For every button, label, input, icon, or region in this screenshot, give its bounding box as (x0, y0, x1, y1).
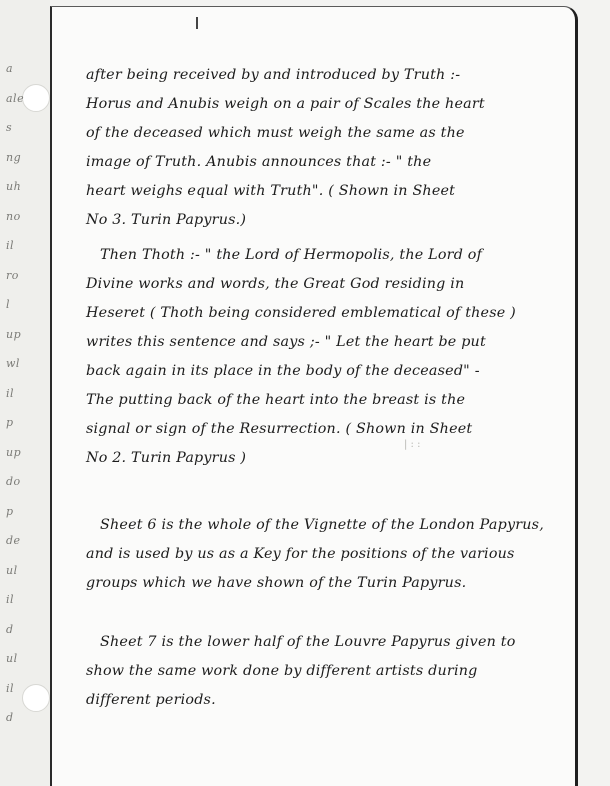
top-tick-mark (196, 17, 198, 29)
margin-mark: l (6, 298, 11, 311)
paragraph-3 (86, 511, 566, 598)
margin-mark: il (6, 681, 15, 695)
text-line: groups which we have shown of the Turin Papyrus. (86, 575, 467, 591)
margin-mark: a (6, 62, 14, 75)
text-line: Sheet 6 is the whole of the Vignette of the London Papyrus, (100, 517, 544, 533)
margin-mark: p (6, 416, 14, 429)
paragraph-1 (86, 61, 566, 235)
margin-mark: il (6, 593, 15, 606)
text-line: writes this sentence and says ;- " Let the heart be put (86, 334, 486, 350)
margin-mark: il (6, 386, 15, 400)
text-line: show the same work done by different artists during (86, 663, 478, 679)
text-line: Heseret ( Thoth being considered emblematical of these ) (86, 305, 516, 321)
text-line: signal or sign of the Resurrection. ( Shown in Sheet (86, 421, 473, 437)
margin-mark: wl (6, 357, 20, 370)
text-line: Sheet 7 is the lower half of the Louvre Papyrus given to (100, 634, 516, 650)
text-line: The putting back of the heart into the breast is the (86, 392, 466, 408)
paragraph-2 (86, 241, 566, 473)
text-line: Then Thoth :- " the Lord of Hermopolis, the Lord of (100, 247, 483, 263)
manuscript-sheet (50, 6, 578, 786)
text-line: and is used by us as a Key for the positions of the various (86, 546, 515, 562)
text-line: heart weighs equal with Truth". ( Shown in Sheet (86, 183, 456, 199)
margin-mark: up (6, 327, 22, 341)
margin-mark: d (6, 622, 14, 636)
margin-mark: ale (6, 91, 25, 105)
left-margin-strip (0, 0, 50, 786)
text-line: of the deceased which must weigh the same as the (86, 125, 465, 141)
punch-hole-bottom (22, 684, 50, 712)
margin-mark: do (6, 475, 21, 488)
margin-mark: ul (6, 563, 18, 577)
margin-mark: s (6, 121, 13, 134)
margin-mark: uh (6, 180, 22, 193)
text-line: image of Truth. Anubis announces that :- " the (86, 154, 432, 170)
text-line: No 3. Turin Papyrus.) (86, 212, 247, 228)
text-line: different periods. (86, 692, 216, 708)
faint-smudge: | : : (404, 439, 421, 450)
margin-mark: no (6, 209, 21, 223)
margin-mark: p (6, 504, 14, 518)
text-line: Horus and Anubis weigh on a pair of Scales the heart (86, 96, 485, 112)
punch-hole-top (22, 84, 50, 112)
text-line: after being received by and introduced by Truth :- (86, 67, 461, 83)
text-line: back again in its place in the body of the deceased" - (86, 363, 480, 379)
text-line: Divine works and words, the Great God residing in (86, 276, 465, 292)
margin-mark: ul (6, 652, 18, 665)
margin-mark: ro (6, 268, 19, 282)
margin-mark: up (6, 445, 22, 459)
margin-mark: de (6, 534, 21, 547)
margin-mark: il (6, 239, 15, 252)
margin-mark: d (6, 711, 14, 724)
text-line: No 2. Turin Papyrus ) (86, 450, 247, 466)
paragraph-4 (86, 628, 566, 715)
margin-mark: ng (6, 150, 22, 164)
handwritten-text (86, 61, 566, 715)
